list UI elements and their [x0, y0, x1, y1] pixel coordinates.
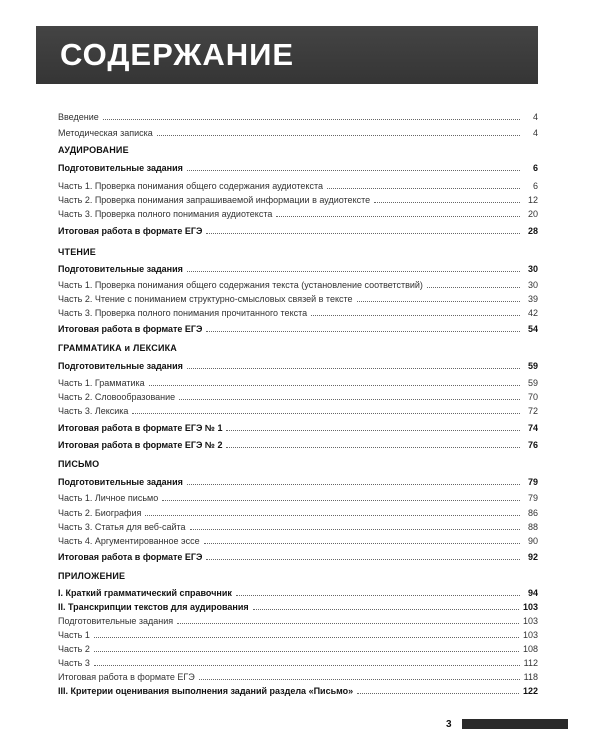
toc-row[interactable] — [58, 640, 538, 654]
toc-row[interactable] — [58, 584, 538, 598]
dot-leader — [357, 301, 520, 302]
toc-entry-label: Часть 2. Словообразование — [58, 392, 176, 402]
dot-leader — [253, 609, 519, 610]
toc-row[interactable] — [58, 654, 538, 668]
dot-leader — [427, 287, 520, 288]
toc-row[interactable] — [58, 388, 538, 402]
toc-entry-label: Часть 2 — [58, 644, 90, 654]
toc-row[interactable] — [58, 290, 538, 304]
toc-entry-label: Часть 1. Проверка понимания общего содержания текста (установление соответствий) — [58, 280, 423, 290]
dot-leader — [374, 202, 520, 203]
toc-entry-page: 90 — [527, 536, 538, 546]
dot-leader — [226, 430, 520, 431]
toc-entry-label: Итоговая работа в формате ЕГЭ — [58, 324, 203, 334]
toc-entry-label: Итоговая работа в формате ЕГЭ № 2 — [58, 440, 223, 450]
toc-row[interactable] — [58, 518, 538, 532]
toc-entry-page: 76 — [527, 440, 538, 450]
dot-leader — [226, 447, 520, 448]
toc-row[interactable] — [58, 222, 538, 236]
toc-entry-page: 79 — [527, 477, 538, 487]
dot-leader — [94, 637, 519, 638]
dot-leader — [187, 271, 520, 272]
toc-entry-page: 30 — [527, 280, 538, 290]
toc-entry-page: 4 — [532, 128, 538, 138]
toc-entry-page: 86 — [527, 508, 538, 518]
footer-bar — [462, 719, 568, 729]
toc-row[interactable] — [58, 668, 538, 682]
toc-entry-label: Часть 3 — [58, 658, 90, 668]
toc-entry-label: Часть 1. Личное письмо — [58, 493, 159, 503]
toc-row[interactable] — [58, 419, 538, 433]
toc-entry-page: 79 — [527, 493, 538, 503]
toc-row[interactable] — [58, 402, 538, 416]
toc-entry-label: Часть 2. Проверка понимания запрашиваемой информации в аудиотексте — [58, 195, 371, 205]
section-heading-reading: ЧТЕНИЕ — [58, 247, 96, 257]
toc-entry-label: Часть 3. Проверка полного понимания прочитанного текста — [58, 308, 308, 318]
dot-leader — [162, 500, 520, 501]
toc-entry-page: 92 — [527, 552, 538, 562]
section-heading-grammar-vocabulary: ГРАММАТИКА и ЛЕКСИКА — [58, 343, 178, 353]
dot-leader — [177, 623, 519, 624]
toc-entry-page: 72 — [527, 406, 538, 416]
page-number: 3 — [446, 718, 452, 730]
page-footer — [446, 717, 568, 731]
toc-entry-label: Подготовительные задания — [58, 616, 174, 626]
toc-row[interactable] — [58, 260, 538, 274]
toc-entry-label: Итоговая работа в формате ЕГЭ № 1 — [58, 423, 223, 433]
toc-row-methodology-note[interactable] — [58, 124, 538, 138]
toc-entry-page: 122 — [522, 686, 538, 696]
toc-row[interactable] — [58, 177, 538, 191]
toc-entry-label: I. Краткий грамматический справочник — [58, 588, 232, 598]
dot-leader — [187, 484, 520, 485]
toc-entry-page: 4 — [532, 112, 538, 122]
dot-leader — [179, 399, 520, 400]
toc-entry-page: 103 — [522, 616, 538, 626]
title-band — [36, 26, 538, 84]
toc-entry-page: 30 — [527, 264, 538, 274]
toc-row[interactable] — [58, 357, 538, 371]
toc-row[interactable] — [58, 598, 538, 612]
toc-row[interactable] — [58, 436, 538, 450]
toc-entry-label: Итоговая работа в формате ЕГЭ — [58, 226, 203, 236]
toc-row[interactable] — [58, 489, 538, 503]
dot-leader — [103, 119, 520, 120]
toc-row[interactable] — [58, 205, 538, 219]
toc-row[interactable] — [58, 276, 538, 290]
dot-leader — [206, 331, 520, 332]
section-heading-appendix: ПРИЛОЖЕНИЕ — [58, 571, 126, 581]
toc-entry-label: Часть 1 — [58, 630, 90, 640]
dot-leader — [276, 216, 520, 217]
toc-row[interactable] — [58, 159, 538, 173]
toc-row[interactable] — [58, 626, 538, 640]
toc-entry-label: Подготовительные задания — [58, 477, 183, 487]
toc-row[interactable] — [58, 612, 538, 626]
toc-entry-page: 12 — [527, 195, 538, 205]
toc-entry-label: Часть 1. Проверка понимания общего содержания аудиотекста — [58, 181, 323, 191]
toc-entry-page: 88 — [527, 522, 538, 532]
dot-leader — [187, 170, 520, 171]
toc-entry-label: Подготовительные задания — [58, 264, 183, 274]
toc-entry-page: 42 — [527, 308, 538, 318]
toc-entry-page: 59 — [527, 378, 538, 388]
dot-leader — [190, 529, 520, 530]
toc-entry-label: Итоговая работа в формате ЕГЭ — [58, 672, 195, 682]
toc-row[interactable] — [58, 548, 538, 562]
toc-row[interactable] — [58, 191, 538, 205]
toc-entry-label: Часть 3. Лексика — [58, 406, 129, 416]
dot-leader — [204, 543, 520, 544]
toc-entry-page: 103 — [522, 630, 538, 640]
toc-row[interactable] — [58, 320, 538, 334]
dot-leader — [187, 368, 520, 369]
dot-leader — [132, 413, 520, 414]
dot-leader — [206, 233, 520, 234]
toc-entry-page: 59 — [527, 361, 538, 371]
toc-entry-page: 6 — [532, 163, 538, 173]
toc-entry-label: Методическая записка — [58, 128, 153, 138]
toc-entry-page: 54 — [527, 324, 538, 334]
toc-entry-page: 118 — [523, 672, 538, 682]
dot-leader — [236, 595, 520, 596]
toc-row[interactable] — [58, 473, 538, 487]
toc-row[interactable] — [58, 374, 538, 388]
toc-entry-label: Часть 3. Статья для веб-сайта — [58, 522, 186, 532]
section-heading-listening: АУДИРОВАНИЕ — [58, 145, 129, 155]
toc-entry-page: 6 — [532, 181, 538, 191]
toc-row-introduction[interactable] — [58, 108, 538, 122]
dot-leader — [327, 188, 520, 189]
dot-leader — [357, 693, 519, 694]
toc-row[interactable] — [58, 682, 538, 696]
dot-leader — [145, 515, 520, 516]
toc-entry-label: Часть 4. Аргументированное эссе — [58, 536, 200, 546]
dot-leader — [94, 651, 519, 652]
toc-entry-page: 94 — [527, 588, 538, 598]
toc-entry-label: Подготовительные задания — [58, 163, 183, 173]
toc-entry-page: 112 — [523, 658, 538, 668]
toc-entry-page: 28 — [527, 226, 538, 236]
toc-entry-label: Подготовительные задания — [58, 361, 183, 371]
toc-entry-page: 39 — [527, 294, 538, 304]
dot-leader — [149, 385, 520, 386]
dot-leader — [199, 679, 520, 680]
toc-entry-label: III. Критерии оценивания выполнения заданий раздела «Письмо» — [58, 686, 354, 696]
page-title: СОДЕРЖАНИЕ — [60, 37, 295, 72]
toc-entry-label: Часть 2. Чтение с пониманием структурно-смысловых связей в тексте — [58, 294, 353, 304]
toc-entry-page: 70 — [527, 392, 538, 402]
toc-entry-label: Часть 2. Биография — [58, 508, 142, 518]
toc-row[interactable] — [58, 532, 538, 546]
dot-leader — [94, 665, 520, 666]
dot-leader — [157, 135, 520, 136]
dot-leader — [206, 559, 520, 560]
toc-entry-label: Введение — [58, 112, 99, 122]
toc-row[interactable] — [58, 304, 538, 318]
toc-entry-label: Итоговая работа в формате ЕГЭ — [58, 552, 203, 562]
toc-entry-page: 74 — [527, 423, 538, 433]
toc-entry-label: II. Транскрипции текстов для аудирования — [58, 602, 249, 612]
toc-entry-page: 108 — [522, 644, 538, 654]
toc-entry-label: Часть 3. Проверка полного понимания аудиотекста — [58, 209, 273, 219]
toc-entry-page: 20 — [527, 209, 538, 219]
section-heading-writing: ПИСЬМО — [58, 459, 100, 469]
dot-leader — [311, 315, 520, 316]
toc-entry-page: 103 — [522, 602, 538, 612]
toc-entry-label: Часть 1. Грамматика — [58, 378, 145, 388]
toc-row[interactable] — [58, 504, 538, 518]
